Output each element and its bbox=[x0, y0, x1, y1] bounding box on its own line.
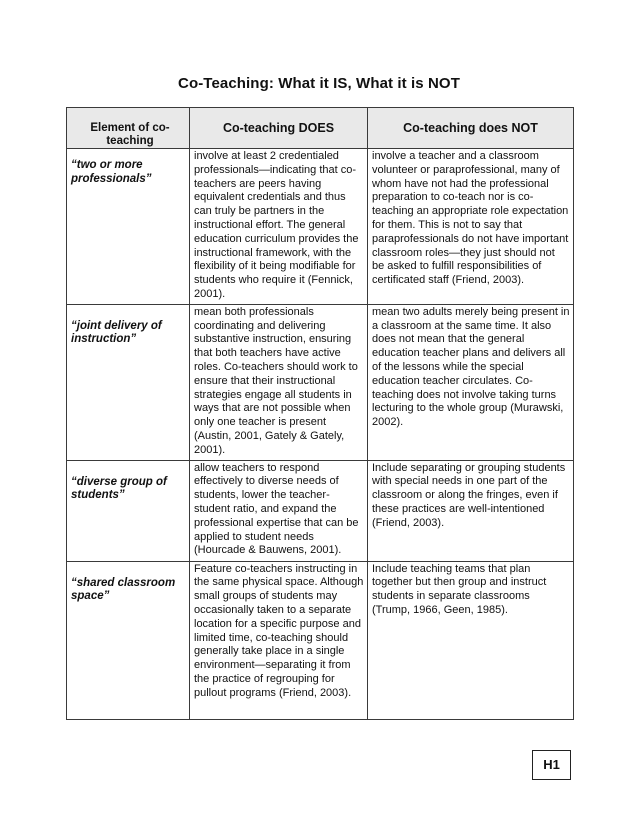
element-cell bbox=[67, 149, 190, 305]
table-row bbox=[67, 149, 574, 305]
does-not-cell bbox=[368, 460, 574, 561]
header-does bbox=[190, 108, 368, 149]
element-cell bbox=[67, 304, 190, 460]
handout-label: H1 bbox=[532, 750, 571, 780]
does-cell bbox=[190, 460, 368, 561]
table-row bbox=[67, 304, 574, 460]
header-does-not bbox=[368, 108, 574, 149]
does-not-cell bbox=[368, 561, 574, 719]
does-not-text: Include separating or grouping students with special needs in one part of the classroom or along the fringes, even if these practices are well-intentioned (Friend, 2003). bbox=[372, 461, 566, 529]
element-text: “diverse group of students” bbox=[71, 475, 167, 502]
does-text: mean both professionals coordinating and delivering substantive instruction, ensuring that both teachers have active roles. Co-teachers should work to ensure that their instructional strategies engage all students in ways that are not possible when only one teacher is present (Austin, 2001, Gately & Gately, 2001). bbox=[194, 305, 358, 456]
does-cell bbox=[190, 149, 368, 305]
does-not-cell bbox=[368, 304, 574, 460]
does-not-text: mean two adults merely being present in a classroom at the same time. It also does not mean that the general education teacher plans and delivers all of the lessons while the special education teacher circulates. Co-teaching does not involve taking turns lecturing to the whole group (Murawski, 2002). bbox=[372, 305, 570, 429]
header-does-not-label: Co-teaching does NOT bbox=[403, 121, 538, 135]
header-element-label: Element of co-teaching bbox=[90, 122, 170, 147]
does-not-text: Include teaching teams that plan together but then group and instruct students in separate classrooms (Trump, 1966, Geen, 1985). bbox=[372, 562, 547, 616]
does-text: Feature co-teachers instructing in the same physical space. Although small groups of students may occasionally taken to a separate location for a specific purpose and limited time, co-teaching should generally take place in a single environment—separating it from the practice of regrouping for pullout programs (Friend, 2003). bbox=[194, 562, 364, 699]
element-cell bbox=[67, 561, 190, 719]
header-element bbox=[67, 108, 190, 149]
does-text: involve at least 2 credentialed professionals—indicating that co-teachers are peers having equivalent credentials and thus can truly be partners in the instructional effort. The general education curriculum provides the instructional framework, with the flexibility of it being modifiable for students who require it (Fennick, 2001). bbox=[194, 150, 359, 300]
header-does-label: Co-teaching DOES bbox=[222, 121, 335, 135]
element-text: “shared classroom space” bbox=[71, 576, 176, 603]
co-teaching-table bbox=[66, 107, 574, 720]
does-not-text: involve a teacher and a classroom volunteer or paraprofessional, many of whom have not had the professional preparation to co-teach nor is co-teaching an appropriate role expectation for them. This is not to say that paraprofessionals do not have important classroom roles—they just should not be asked to fulfill responsibilities of certificated staff (Friend, 2003). bbox=[372, 150, 569, 287]
does-not-cell bbox=[368, 149, 574, 305]
table-row bbox=[67, 561, 574, 719]
element-cell bbox=[67, 460, 190, 561]
page-title: Co-Teaching: What it IS, What it is NOT bbox=[178, 75, 460, 92]
does-cell bbox=[190, 561, 368, 719]
does-text: allow teachers to respond effectively to diverse needs of students, lower the teacher-student ratio, and expand the professional expertise that can be applied to student needs (Hourcade & Bauwens, 2001). bbox=[194, 461, 359, 557]
element-text: “two or more professionals” bbox=[71, 159, 152, 185]
table-row bbox=[67, 460, 574, 561]
element-text: “joint delivery of instruction” bbox=[71, 319, 162, 346]
header-row bbox=[67, 108, 574, 149]
does-cell bbox=[190, 304, 368, 460]
